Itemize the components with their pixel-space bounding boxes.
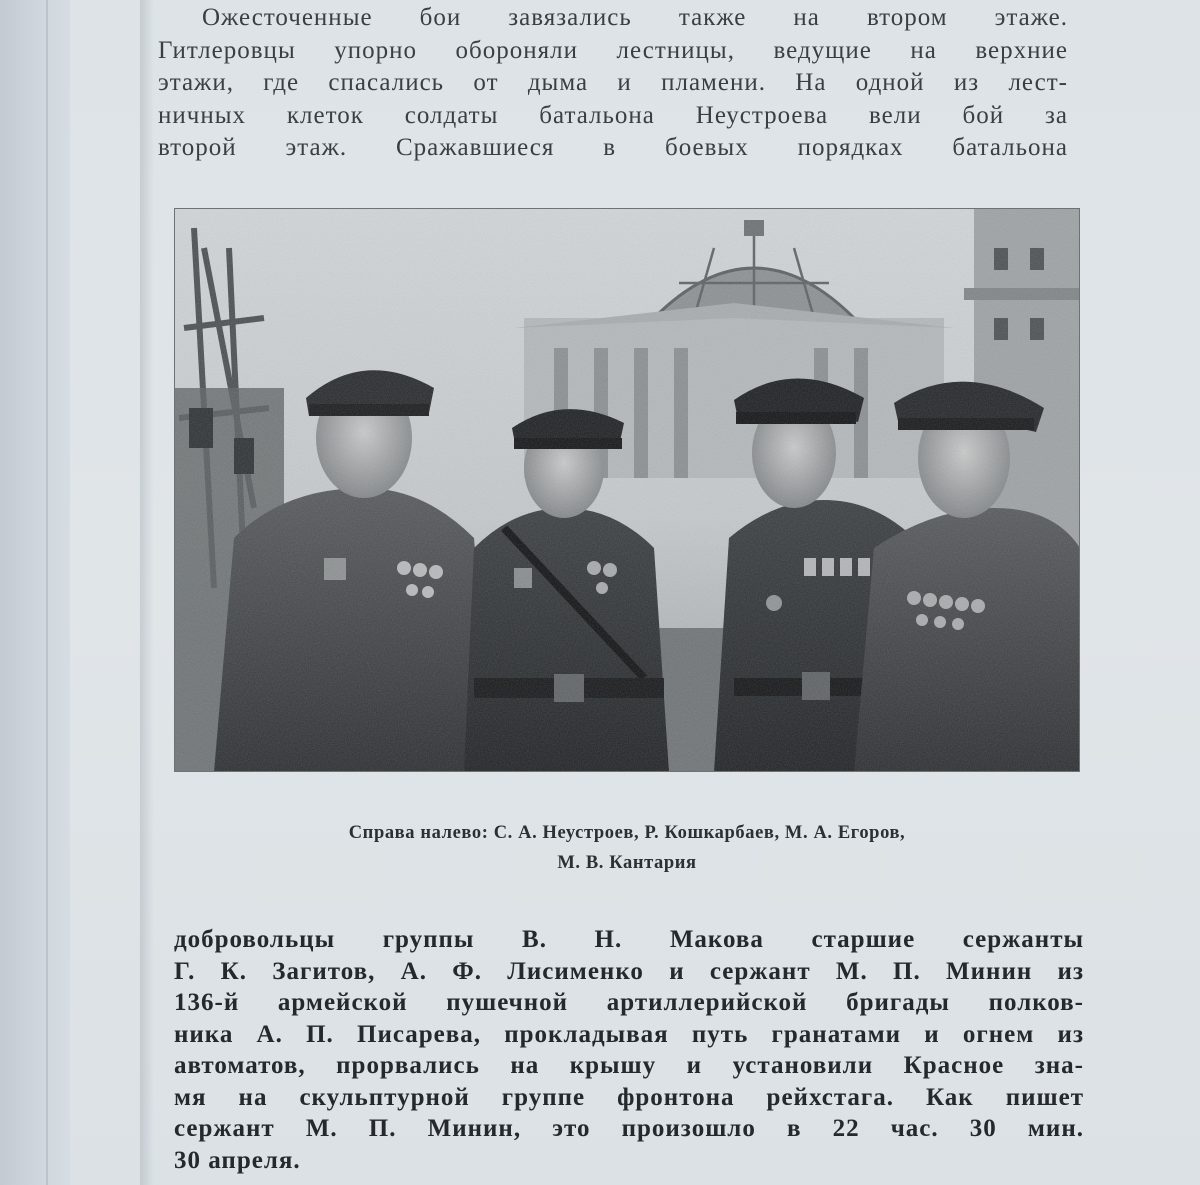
top-paragraph: [158, 2, 1068, 165]
paragraph-line: ничных клеток солдаты батальона Неустроева вели бой за: [158, 101, 1068, 129]
fold-shadow: [140, 0, 154, 1185]
paragraph-line: добровольцы группы В. Н. Макова старшие сержанты: [174, 926, 1084, 953]
paragraph-line: этажи, где спасались от дыма и пламени. На одной из лест-: [158, 69, 1068, 96]
paragraph-line: 30 апреля.: [174, 1146, 301, 1174]
historical-photo: [174, 208, 1080, 772]
paragraph-line: сержант М. П. Минин, это произошло в 22 час. 30 мин.: [174, 1115, 1084, 1142]
caption-line: Справа налево: С. А. Неустроев, Р. Кошкарбаев, М. А. Егоров,: [348, 823, 906, 843]
paragraph-line: Г. К. Загитов, А. Ф. Лисименко и сержант М. П. Минин из: [174, 957, 1084, 985]
book-page: [70, 0, 1200, 1185]
paragraph-line: Гитлеровцы упорно обороняли лестницы, ведущие на верхние: [158, 36, 1068, 64]
paragraph-line: 136-й армейской пушечной артиллерийской бригады полков-: [174, 989, 1084, 1016]
bottom-paragraph: [174, 924, 1084, 1176]
caption-line: М. В. Кантария: [557, 853, 697, 873]
paragraph-line: автоматов, прорвались на крышу и установили Красное зна-: [174, 1052, 1084, 1079]
paragraph-line: мя на скульптурной группе фронтона рейхстага. Как пишет: [174, 1083, 1084, 1111]
paragraph-line: ника А. П. Писарева, прокладывая путь гранатами и огнем из: [174, 1020, 1084, 1048]
book-page-edge: [0, 0, 70, 1185]
paragraph-line: второй этаж. Сражавшиеся в боевых порядках батальона: [158, 134, 1068, 161]
paragraph-line: Ожесточенные бои завязались также на втором этаже.: [202, 4, 1068, 31]
photo-caption: [174, 818, 1080, 878]
